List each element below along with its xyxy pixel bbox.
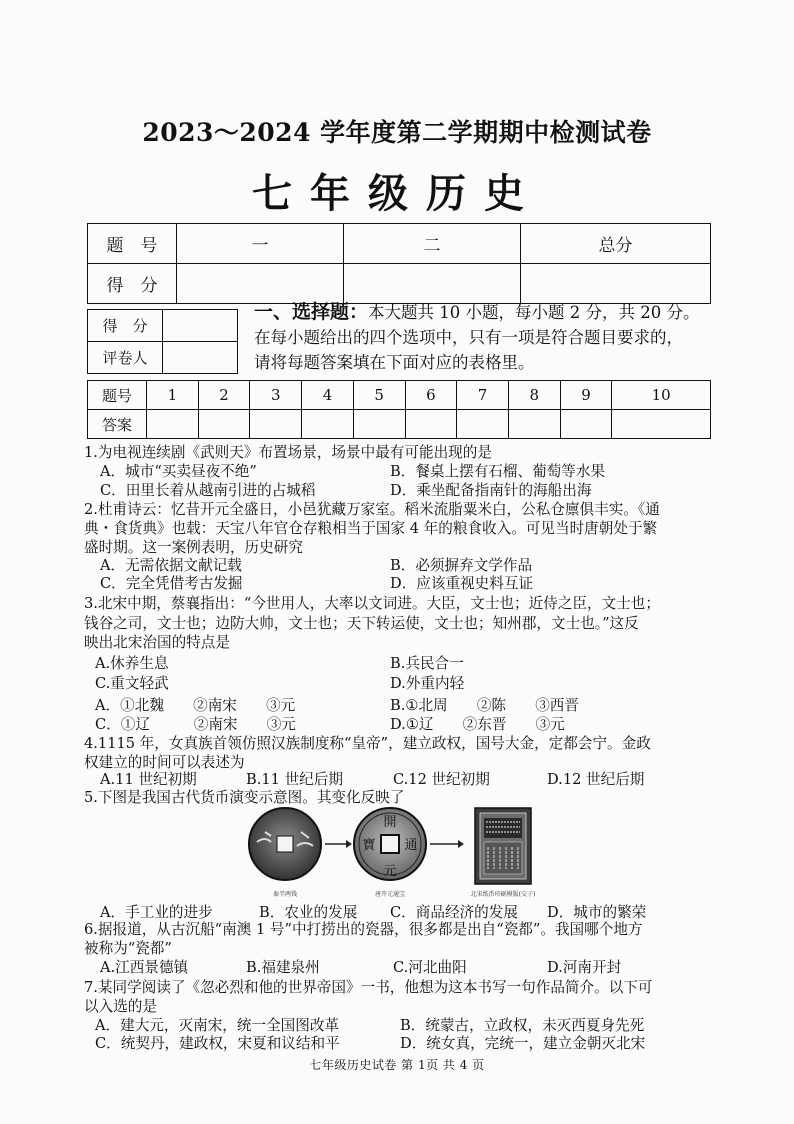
q5-stem: 5.下图是我国古代货币演变示意图。其变化反映了 (84, 789, 405, 806)
q5-option-b: B．农业的发展 (259, 904, 358, 921)
q1-stem: 1.为电视连续剧《武则天》布置场景，场景中最有可能出现的是 (84, 444, 492, 461)
answer-cell[interactable] (405, 410, 457, 439)
q4-stem-line-2: 权建立的时间可以表述为 (84, 754, 245, 771)
answer-cell[interactable] (198, 410, 250, 439)
answer-number: 5 (353, 381, 405, 410)
section-line-3: 请将每题答案填在下面对应的表格里。 (254, 353, 535, 372)
extra-option-c: C．①辽 ②南宋 ③元 (95, 716, 296, 733)
q7-stem-line-2: 以入选的是 (84, 998, 157, 1015)
grader-score-cell[interactable] (163, 310, 238, 342)
svg-text:寶: 寶 (362, 838, 376, 853)
q2-option-a: A．无需依据文献记载 (100, 557, 242, 574)
q3-option-b: B.兵民合一 (390, 655, 464, 672)
score-header-total: 总分 (521, 224, 711, 264)
jiaozi-printing-plate-image (475, 808, 531, 884)
coin-label-3: 北宋纸币印刷模版(交子) (470, 891, 536, 898)
q1-option-c: C．田里长着从越南引进的占城稻 (100, 482, 316, 499)
q3-stem-line-3: 映出北宋治国的特点是 (84, 634, 230, 651)
grader-box (87, 309, 238, 374)
q2-option-b: B．必须摒弃文学作品 (390, 557, 533, 574)
coin-label-2: 唐开元通宝 (374, 891, 406, 898)
q7-option-c: C．统契丹，建政权，宋夏和议结和平 (95, 1035, 340, 1052)
answer-number: 6 (405, 381, 457, 410)
coin-label-1: 秦半两钱 (272, 891, 298, 898)
subject-title: 七年级历史 (252, 170, 542, 217)
score-table (87, 223, 711, 304)
q2-stem-line-2: 典・食货典》也载：天宝八年官仓存粮相当于国家 4 年的粮食收入。可见当时唐朝处于繁 (84, 520, 658, 537)
q4-option-c: C.12 世纪初期 (393, 771, 490, 788)
grader-name-cell[interactable] (163, 342, 238, 374)
q3-option-c: C.重文轻武 (95, 675, 169, 692)
answer-table (87, 380, 711, 439)
arrow-right-icon (430, 840, 464, 848)
q2-stem-line-3: 盛时期。这一案例表明，历史研究 (84, 539, 303, 556)
answer-number: 2 (198, 381, 250, 410)
q2-option-d: D．应该重视史料互证 (390, 575, 534, 592)
q2-option-c: C．完全凭借考古发掘 (100, 575, 243, 592)
score-row-label: 得 分 (88, 264, 177, 304)
q6-stem-line-1: 6.据报道，从古沉船“南澳 1 号”中打捞出的瓷器，很多都是出自“瓷都”。我国哪个地方 (84, 921, 643, 938)
q3-stem-line-1: 3.北宋中期，蔡襄指出：“今世用人，大率以文词进。大臣，文士也；近侍之臣，文士也； (84, 595, 660, 612)
section-instructions (254, 300, 724, 375)
answer-number: 8 (508, 381, 560, 410)
answer-cell[interactable] (612, 410, 711, 439)
answer-cell[interactable] (457, 410, 509, 439)
score-cell-part2[interactable] (344, 264, 521, 304)
answer-cell[interactable] (353, 410, 405, 439)
section-heading: 一、选择题： (254, 301, 369, 323)
extra-option-d: D.①辽 ②东晋 ③元 (390, 716, 565, 733)
banliang-coin-image (249, 808, 321, 880)
score-cell-part1[interactable] (177, 264, 344, 304)
q6-option-d: D.河南开封 (547, 959, 622, 976)
svg-text:元: 元 (383, 864, 397, 879)
q6-stem-line-2: 被称为“瓷都” (84, 940, 172, 957)
answer-number-label: 题号 (88, 381, 147, 410)
q1-option-a: A．城市“买卖昼夜不绝” (100, 463, 257, 480)
answer-cell[interactable] (560, 410, 612, 439)
score-header-part2: 二 (344, 224, 521, 264)
q4-stem-line-1: 4.1115 年，女真族首领仿照汉族制度称“皇帝”，建立政权，国号大金，定都会宁。金政 (84, 735, 651, 752)
grader-name-label: 评卷人 (88, 342, 163, 374)
q6-option-a: A.江西景德镇 (100, 959, 189, 976)
page-footer: 七年级历史试卷 第 1页 共 4 页 (309, 1058, 485, 1072)
q5-option-d: D．城市的繁荣 (547, 904, 647, 921)
answer-cell[interactable] (250, 410, 302, 439)
svg-text:通: 通 (404, 838, 418, 853)
arrow-right-icon (325, 840, 352, 848)
answer-number: 3 (250, 381, 302, 410)
q3-option-a: A.休养生息 (95, 655, 169, 672)
q4-option-b: B.11 世纪后期 (246, 771, 343, 788)
q7-stem-line-1: 7.某同学阅读了《忽必烈和他的世界帝国》一书，他想为这本书写一句作品简介。以下可 (84, 979, 653, 996)
q7-option-b: B．统蒙古，立政权，未灭西夏身先死 (400, 1017, 645, 1034)
q1-option-d: D．乘坐配备指南针的海船出海 (390, 482, 592, 499)
q7-option-d: D．统女真，完统一，建立金朝灭北宋 (400, 1035, 646, 1052)
answer-cell[interactable] (508, 410, 560, 439)
answer-number: 7 (457, 381, 509, 410)
extra-option-b: B.①北周 ②陈 ③西晋 (390, 697, 579, 714)
q3-stem-line-2: 钱谷之司，文士也；边防大帅，文士也；天下转运使，文士也；知州郡，文士也。”这反 (84, 615, 639, 632)
q5-option-a: A．手工业的进步 (100, 904, 213, 921)
score-header-label: 题 号 (88, 224, 177, 264)
currency-evolution-figure (245, 802, 550, 900)
q5-option-c: C．商品经济的发展 (390, 904, 518, 921)
extra-option-a: A．①北魏 ②南宋 ③元 (95, 697, 296, 714)
score-cell-total[interactable] (521, 264, 711, 304)
kaiyuan-coin-image (354, 808, 426, 880)
q4-option-d: D.12 世纪后期 (547, 771, 645, 788)
q2-stem-line-1: 2.杜甫诗云：忆昔开元全盛日，小邑犹藏万家室。稻米流脂粟米白，公私仓廪俱丰实。《通 (84, 501, 660, 518)
q1-option-b: B．餐桌上摆有石榴、葡萄等水果 (390, 463, 606, 480)
q3-option-d: D.外重内轻 (390, 675, 465, 692)
section-line-1-rest: 本大题共 10 小题，每小题 2 分，共 20 分。 (368, 303, 700, 322)
score-header-part1: 一 (177, 224, 344, 264)
answer-row-label: 答案 (88, 410, 147, 439)
q6-option-b: B.福建泉州 (246, 959, 320, 976)
answer-number: 1 (147, 381, 199, 410)
q6-option-c: C.河北曲阳 (393, 959, 467, 976)
q4-option-a: A.11 世纪初期 (100, 771, 197, 788)
q7-option-a: A．建大元，灭南宋，统一全国图改革 (95, 1017, 340, 1034)
section-line-1 (254, 300, 724, 325)
exam-title: 2023～2024 学年度第二学期期中检测试卷 (142, 118, 652, 147)
answer-number: 4 (302, 381, 354, 410)
answer-cell[interactable] (302, 410, 354, 439)
section-line-2: 在每小题给出的四个选项中，只有一项是符合题目要求的， (254, 328, 683, 347)
answer-number: 10 (612, 381, 711, 410)
answer-cell[interactable] (147, 410, 199, 439)
svg-text:開: 開 (383, 815, 397, 830)
answer-number: 9 (560, 381, 612, 410)
grader-score-label: 得 分 (88, 310, 163, 342)
